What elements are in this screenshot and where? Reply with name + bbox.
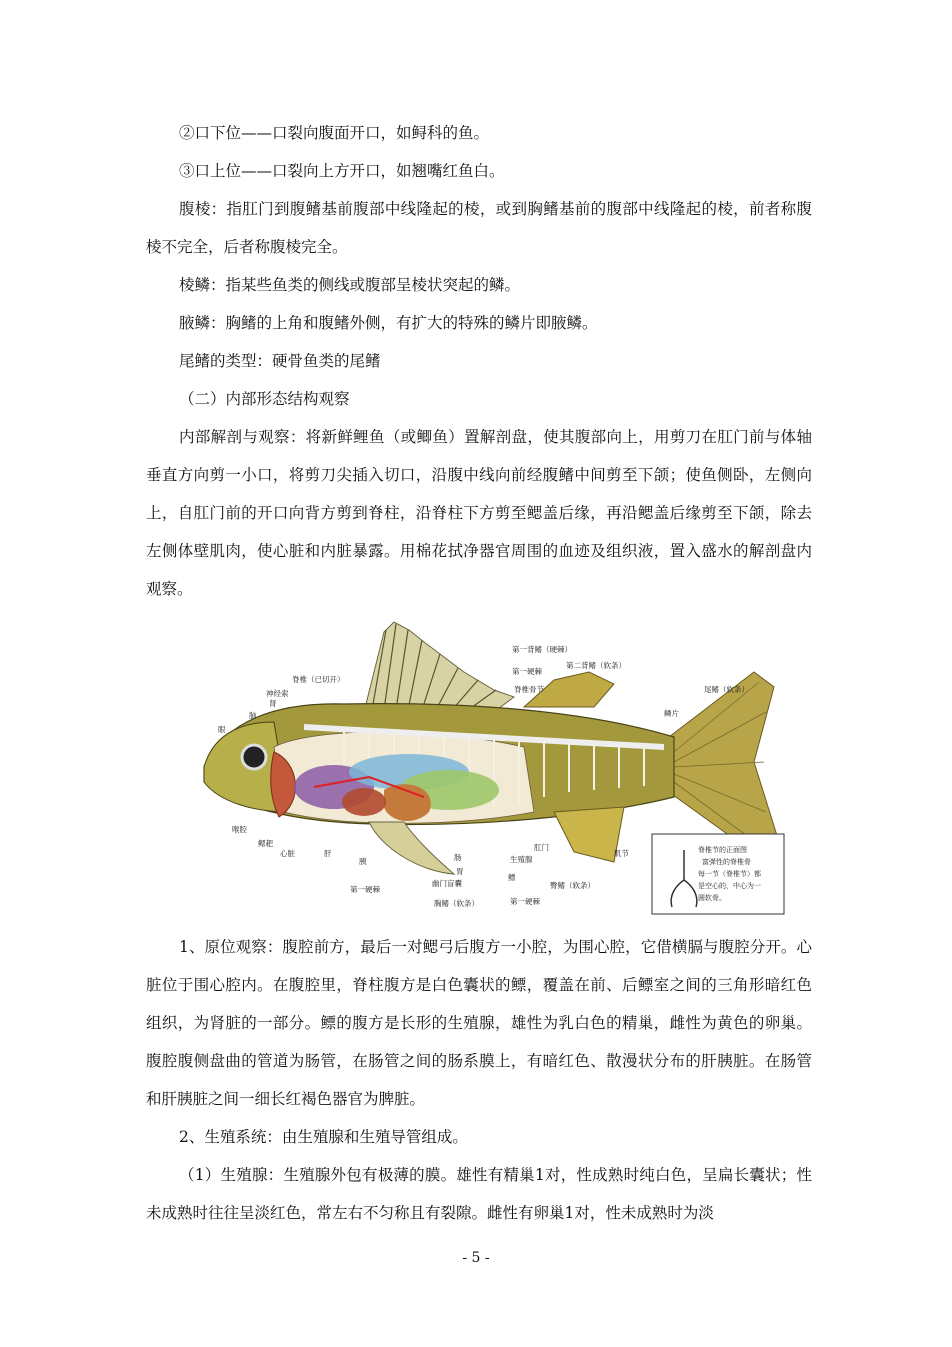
paragraph-keel-scale: 棱鳞：指某些鱼类的侧线或腹部呈棱状突起的鳞。: [179, 276, 521, 294]
label-pyloric: 幽门盲囊: [432, 879, 462, 888]
label-pharynx: 喉腔: [232, 825, 247, 834]
paragraph-dissection: 内部解剖与观察：将新鲜鲤鱼（或鲫鱼）置解剖盘，使其腹部向上，用剪刀在肛门前与体轴垂直方向剪一小口，将剪刀尖插入切口，沿腹中线向前经腹鳍中间剪至下颌；使鱼侧卧，左侧向上，自肛门前的开口向背方剪到脊柱，沿脊柱下方剪至鳃盖后缘，再沿鳃盖后缘剪至下颌，除去左侧体壁肌肉，使心脏和内脏暴露。用棉花拭净器官周围的血迹及组织液，置入盛水的解剖盘内观察。: [146, 428, 812, 598]
label-brain: 脑: [249, 711, 257, 720]
paragraph-mouth-superior: ③口上位——口裂向上方开口，如翘嘴红鱼白。: [179, 162, 505, 180]
label-muscle-segment: 肌节: [614, 849, 629, 858]
label-anal-fin: 臀鳍（软条）: [550, 881, 595, 890]
inset-line-4: 是空心的，中心为一: [698, 882, 761, 890]
label-heart: 心脏: [280, 849, 295, 858]
inset-line-3: 每一节（脊椎节）都: [698, 870, 761, 878]
paragraph-gonad: （1）生殖腺：生殖腺外包有极薄的膜。雄性有精巢1对，性成熟时纯白色，呈扁长囊状；性未成熟时往往呈淡红色，常左右不匀称且有裂隙。雌性有卵巢1对，性未成熟时为淡: [146, 1166, 812, 1222]
paragraph-ventral-keel: 腹棱：指肛门到腹鳍基前腹部中线隆起的棱，或到胸鳍基前的腹部中线隆起的棱，前者称腹棱不完全，后者称腹棱完全。: [146, 200, 812, 256]
page-number: - 5 -: [462, 1250, 490, 1266]
label-gill: 鳃耙: [258, 839, 273, 848]
label-scale: 鳞片: [664, 709, 679, 718]
fish-anatomy-illustration: [194, 612, 794, 922]
label-eye: 眼: [218, 725, 226, 734]
label-gonad: 生殖腺: [510, 855, 533, 864]
section-heading-internal: （二）内部形态结构观察: [179, 390, 350, 408]
label-spine-cut: 脊椎（已切开）: [292, 675, 345, 684]
inset-line-1: 脊椎节的正面图: [698, 846, 747, 854]
paragraph-reproductive-system: 2、生殖系统：由生殖腺和生殖导管组成。: [179, 1128, 468, 1146]
label-kidney: 肾: [269, 699, 277, 708]
paragraph-axillary-scale: 腋鳞：胸鳍的上角和腹鳍外侧，有扩大的特殊的鳞片即腋鳞。: [179, 314, 598, 332]
label-tail-fin: 尾鳍（软条）: [704, 685, 749, 694]
label-intestine: 肠: [454, 853, 462, 862]
label-first-spine-pelvic: 第一硬棘: [350, 885, 380, 894]
label-first-spine-top: 第一硬棘: [512, 667, 542, 676]
paragraph-in-situ-observation: 1、原位观察：腹腔前方，最后一对鳃弓后腹方一小腔，为围心腔，它借横膈与腹腔分开。心脏位于围心腔内。在腹腔里，脊柱腹方是白色囊状的鳔，覆盖在前、后鳔室之间的三角形暗红色组织，为肾脏的一部分。鳔的腹方是长形的生殖腺，雄性为乳白色的精巢，雌性为黄色的卵巢。腹腔腹侧盘曲的管道为肠管，在肠管之间的肠系膜上，有暗红色、散漫状分布的肝胰脏。在肠管和肝胰脏之间一细长红褐色器官为脾脏。: [146, 938, 812, 1108]
label-stomach: 胃: [456, 867, 464, 876]
label-first-spine-bottom: 第一硬棘: [510, 897, 540, 906]
paragraph-tail-fin-type: 尾鳍的类型：硬骨鱼类的尾鳍: [179, 352, 381, 370]
label-vertebra-spine: 脊椎骨节: [514, 685, 544, 694]
label-pancreas: 胰: [359, 857, 367, 866]
label-pelvic-fin: 胸鳍（软条）: [434, 899, 479, 908]
paragraph-mouth-inferior: ②口下位——口裂向腹面开口，如鲟科的鱼。: [179, 124, 490, 142]
label-nerve-cord: 神经索: [266, 689, 289, 698]
label-second-dorsal: 第二背鳍（软条）: [566, 661, 626, 670]
label-first-dorsal: 第一背鳍（硬棘）: [512, 645, 572, 654]
inset-line-2: 富弹性的脊椎骨: [702, 858, 751, 866]
inset-line-5: 圆软骨。: [698, 894, 726, 902]
label-swim-bladder: 鳔: [508, 873, 516, 882]
fish-anatomy-figure: [194, 612, 794, 922]
label-liver: 肝: [324, 849, 332, 858]
label-anus: 肛门: [534, 843, 549, 852]
